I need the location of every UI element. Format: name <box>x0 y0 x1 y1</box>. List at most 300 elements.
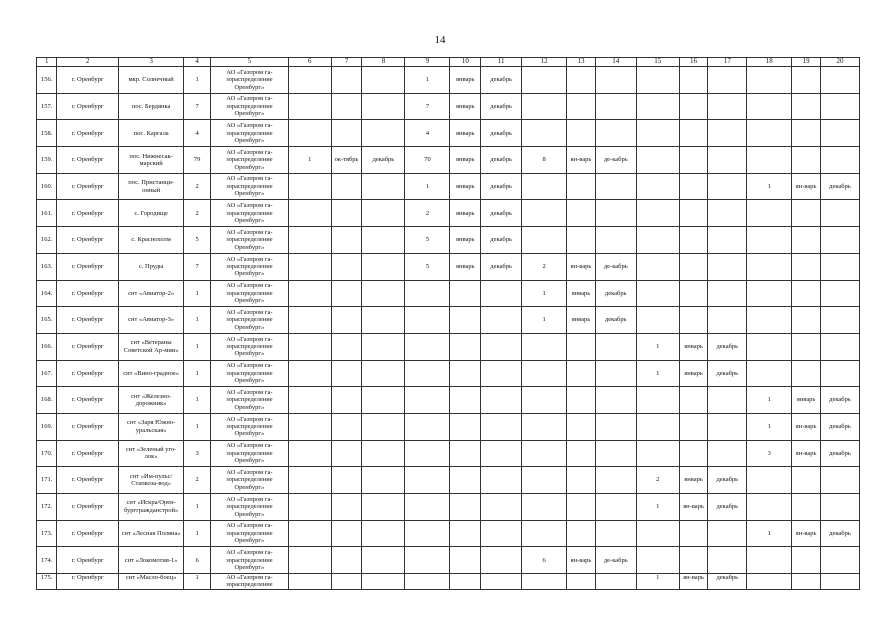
table-cell <box>747 307 792 334</box>
table-cell: 1 <box>184 574 211 590</box>
page-number: 14 <box>434 34 446 46</box>
table-cell <box>362 333 405 360</box>
table-cell <box>331 227 362 254</box>
table-cell <box>450 280 481 307</box>
table-cell <box>567 173 596 200</box>
table-cell <box>450 494 481 521</box>
table-cell: снт «Заря Южно-уральская» <box>118 413 184 440</box>
table-cell <box>288 173 331 200</box>
table-cell: декабрь <box>481 147 522 174</box>
table-cell: 1 <box>747 387 792 414</box>
table-cell <box>362 307 405 334</box>
table-cell <box>595 494 636 521</box>
table-cell <box>405 413 450 440</box>
table-cell <box>405 520 450 547</box>
table-cell: 2 <box>636 467 679 494</box>
table-cell <box>331 200 362 227</box>
table-cell: январь <box>792 387 821 414</box>
table-cell: декабрь <box>481 253 522 280</box>
table-cell <box>481 360 522 387</box>
table-cell <box>567 360 596 387</box>
table-cell: г. Оренбург <box>57 307 118 334</box>
table-cell: 7 <box>405 93 450 120</box>
column-header: 1 <box>37 58 57 67</box>
table-cell: снт «Авиатор-3» <box>118 307 184 334</box>
column-header: 5 <box>210 58 288 67</box>
table-cell: АО «Газпром га-зораспределение Оренбург» <box>210 200 288 227</box>
table-cell: 165. <box>37 307 57 334</box>
table-cell <box>595 387 636 414</box>
table-cell: январь <box>679 360 708 387</box>
table-cell <box>362 93 405 120</box>
table-cell <box>708 413 747 440</box>
table-cell <box>288 387 331 414</box>
table-cell <box>331 93 362 120</box>
table-cell: АО «Газпром га-зораспределение Оренбург» <box>210 147 288 174</box>
table-cell: 162. <box>37 227 57 254</box>
table-cell <box>362 360 405 387</box>
table-cell: ян-варь <box>792 520 821 547</box>
table-cell: АО «Газпром га-зораспределение Оренбург» <box>210 360 288 387</box>
table-row <box>37 413 860 440</box>
table-cell <box>288 307 331 334</box>
table-cell: 2 <box>405 200 450 227</box>
table-cell: 170. <box>37 440 57 467</box>
table-cell <box>362 413 405 440</box>
table-cell: 168. <box>37 387 57 414</box>
table-cell <box>522 574 567 590</box>
table-cell: 1 <box>747 173 792 200</box>
table-cell <box>679 387 708 414</box>
table-cell <box>636 227 679 254</box>
table-cell: декабрь <box>481 93 522 120</box>
table-cell <box>522 227 567 254</box>
table-cell: 164. <box>37 280 57 307</box>
table-cell <box>331 440 362 467</box>
table-cell: снт «Авиатор-2» <box>118 280 184 307</box>
table-cell <box>820 280 859 307</box>
table-cell: 1 <box>405 67 450 94</box>
table-cell: АО «Газпром га-зораспределение Оренбург» <box>210 93 288 120</box>
table-cell <box>820 93 859 120</box>
table-cell <box>636 547 679 574</box>
table-cell: снт «Зеленый уго-лок» <box>118 440 184 467</box>
table-cell <box>450 520 481 547</box>
table-cell <box>331 413 362 440</box>
table-cell: АО «Газпром га-зораспределение Оренбург» <box>210 333 288 360</box>
table-cell <box>792 147 821 174</box>
table-cell <box>288 494 331 521</box>
table-cell <box>792 360 821 387</box>
table-cell: г. Оренбург <box>57 147 118 174</box>
table-cell <box>747 120 792 147</box>
table-cell <box>362 440 405 467</box>
table-cell <box>708 280 747 307</box>
table-cell <box>679 200 708 227</box>
table-row <box>37 307 860 334</box>
table-cell <box>747 147 792 174</box>
table-cell: АО «Газпром га-зораспределение Оренбург» <box>210 467 288 494</box>
table-cell: АО «Газпром га-зораспределение Оренбург» <box>210 307 288 334</box>
table-cell: де-кабрь <box>595 253 636 280</box>
table-cell: январь <box>450 227 481 254</box>
table-cell <box>679 67 708 94</box>
table-cell <box>747 280 792 307</box>
table-cell: 5 <box>184 227 211 254</box>
table-cell: 1 <box>184 413 211 440</box>
table-cell <box>522 387 567 414</box>
column-header: 16 <box>679 58 708 67</box>
table-cell <box>331 360 362 387</box>
table-cell: 167. <box>37 360 57 387</box>
table-cell <box>747 200 792 227</box>
table-cell <box>792 120 821 147</box>
table-cell <box>679 520 708 547</box>
table-cell <box>567 333 596 360</box>
table-cell: 1 <box>522 280 567 307</box>
table-cell: пос. Пристанци-онный <box>118 173 184 200</box>
table-cell: ян-варь <box>567 253 596 280</box>
table-cell <box>362 574 405 590</box>
table-cell <box>481 494 522 521</box>
table-cell: снт «Вино-градное» <box>118 360 184 387</box>
table-cell <box>522 93 567 120</box>
table-cell: г. Оренбург <box>57 173 118 200</box>
table-cell <box>792 253 821 280</box>
table-cell: 2 <box>184 200 211 227</box>
table-cell: декабрь <box>481 67 522 94</box>
table-cell: 160. <box>37 173 57 200</box>
table-cell <box>481 333 522 360</box>
column-header: 17 <box>708 58 747 67</box>
table-cell: декабрь <box>481 227 522 254</box>
table-cell <box>595 333 636 360</box>
table-cell <box>567 440 596 467</box>
table-cell: г. Оренбург <box>57 494 118 521</box>
table-cell <box>595 440 636 467</box>
table-cell <box>362 200 405 227</box>
table-cell <box>792 547 821 574</box>
table-cell <box>362 280 405 307</box>
table-cell: декабрь <box>820 413 859 440</box>
table-cell: январь <box>450 173 481 200</box>
table-cell <box>288 93 331 120</box>
table-row <box>37 360 860 387</box>
table-cell: с. Городище <box>118 200 184 227</box>
table-cell <box>362 67 405 94</box>
table-cell: январь <box>567 280 596 307</box>
table-cell <box>595 173 636 200</box>
table-cell: де-кабрь <box>595 547 636 574</box>
table-cell <box>820 333 859 360</box>
table-cell <box>792 467 821 494</box>
column-header: 11 <box>481 58 522 67</box>
table-cell <box>288 333 331 360</box>
table-cell <box>820 200 859 227</box>
table-cell <box>331 494 362 521</box>
table-cell <box>747 253 792 280</box>
table-cell: АО «Газпром га-зораспределение Оренбург» <box>210 387 288 414</box>
table-cell <box>331 467 362 494</box>
table-cell <box>288 413 331 440</box>
table-cell <box>792 307 821 334</box>
table-cell <box>747 333 792 360</box>
table-row <box>37 467 860 494</box>
table-cell <box>595 227 636 254</box>
column-header: 18 <box>747 58 792 67</box>
table-cell: г. Оренбург <box>57 520 118 547</box>
table-cell <box>481 387 522 414</box>
table-cell <box>595 360 636 387</box>
table-cell <box>331 387 362 414</box>
table-cell: 7 <box>184 253 211 280</box>
table-cell: г. Оренбург <box>57 280 118 307</box>
table-cell <box>450 547 481 574</box>
table-cell <box>679 173 708 200</box>
table-cell: декабрь <box>820 173 859 200</box>
table-cell <box>679 413 708 440</box>
table-cell <box>747 67 792 94</box>
table-cell: снт «Железно-дорожник» <box>118 387 184 414</box>
table-cell <box>362 494 405 521</box>
table-row <box>37 574 860 590</box>
table-body <box>37 67 860 590</box>
table-cell: ок-тябрь <box>331 147 362 174</box>
column-header: 19 <box>792 58 821 67</box>
table-cell: ян-варь <box>792 413 821 440</box>
table-cell: ян-варь <box>567 147 596 174</box>
table-row <box>37 333 860 360</box>
table-row <box>37 200 860 227</box>
table-cell <box>679 93 708 120</box>
table-cell <box>708 520 747 547</box>
table-cell: 70 <box>405 147 450 174</box>
table-cell <box>792 93 821 120</box>
table-cell: 3 <box>747 440 792 467</box>
table-cell <box>679 440 708 467</box>
table-cell <box>362 253 405 280</box>
table-cell <box>331 120 362 147</box>
table-cell: декабрь <box>820 440 859 467</box>
table-cell: 156. <box>37 67 57 94</box>
table-cell <box>636 387 679 414</box>
table-cell <box>567 494 596 521</box>
table-cell <box>567 467 596 494</box>
table-cell <box>405 467 450 494</box>
table-cell <box>679 227 708 254</box>
table-cell <box>481 280 522 307</box>
table-cell <box>288 520 331 547</box>
table-cell: ян-варь <box>567 547 596 574</box>
header-row <box>37 58 860 67</box>
table-cell: январь <box>567 307 596 334</box>
table-cell <box>820 494 859 521</box>
table-cell <box>567 67 596 94</box>
table-cell <box>595 67 636 94</box>
table-cell: ян-варь <box>792 173 821 200</box>
table-cell: 171. <box>37 467 57 494</box>
table-cell <box>679 547 708 574</box>
table-cell: 5 <box>405 253 450 280</box>
table-cell <box>820 227 859 254</box>
table-cell <box>792 227 821 254</box>
table-cell <box>747 227 792 254</box>
table-cell <box>405 440 450 467</box>
table-cell <box>636 200 679 227</box>
table-cell <box>331 173 362 200</box>
table-cell <box>481 413 522 440</box>
table-cell: пос. Каргала <box>118 120 184 147</box>
table-cell <box>288 253 331 280</box>
table-cell <box>636 520 679 547</box>
table-cell: 169. <box>37 413 57 440</box>
table-row <box>37 494 860 521</box>
table-cell: декабрь <box>820 387 859 414</box>
column-header: 2 <box>57 58 118 67</box>
table-cell <box>450 467 481 494</box>
table-cell: г. Оренбург <box>57 200 118 227</box>
table-cell <box>288 574 331 590</box>
column-header: 7 <box>331 58 362 67</box>
table-cell: 1 <box>636 360 679 387</box>
table-cell <box>636 280 679 307</box>
table-cell <box>708 387 747 414</box>
table-cell <box>708 440 747 467</box>
table-cell <box>595 467 636 494</box>
table-cell: 175. <box>37 574 57 590</box>
table-cell: 157. <box>37 93 57 120</box>
table-cell <box>820 67 859 94</box>
table-cell <box>288 120 331 147</box>
table-row <box>37 227 860 254</box>
table-cell <box>567 574 596 590</box>
table-cell <box>288 200 331 227</box>
table-cell: АО «Газпром га-зораспределение Оренбург» <box>210 253 288 280</box>
table-cell: г. Оренбург <box>57 387 118 414</box>
table-cell: 163. <box>37 253 57 280</box>
table-cell <box>405 333 450 360</box>
table-cell: 161. <box>37 200 57 227</box>
table-cell <box>362 387 405 414</box>
table-cell <box>450 440 481 467</box>
table-cell <box>331 574 362 590</box>
table-cell: 3 <box>184 440 211 467</box>
table-cell: г. Оренбург <box>57 440 118 467</box>
column-header: 12 <box>522 58 567 67</box>
table-cell <box>679 280 708 307</box>
table-cell <box>636 93 679 120</box>
table-cell <box>331 280 362 307</box>
table-cell: январь <box>450 200 481 227</box>
table-cell <box>405 360 450 387</box>
table-cell <box>481 467 522 494</box>
table-cell: 1 <box>747 413 792 440</box>
table-cell <box>567 520 596 547</box>
table-cell: 173. <box>37 520 57 547</box>
table-cell: АО «Газпром га-зораспределение Оренбург» <box>210 520 288 547</box>
table-cell: 4 <box>184 120 211 147</box>
table-cell: АО «Газпром га-зораспределение Оренбург» <box>210 173 288 200</box>
table-cell <box>481 307 522 334</box>
table-cell <box>331 333 362 360</box>
table-cell <box>708 307 747 334</box>
table-cell <box>708 200 747 227</box>
table-cell <box>522 67 567 94</box>
table-cell <box>450 574 481 590</box>
table-cell <box>405 280 450 307</box>
table-row <box>37 93 860 120</box>
column-header: 20 <box>820 58 859 67</box>
table-cell: 1 <box>184 280 211 307</box>
table-cell <box>522 120 567 147</box>
table-cell: АО «Газпром га-зораспределение Оренбург» <box>210 227 288 254</box>
table-cell: АО «Газпром га-зораспределение Оренбург» <box>210 440 288 467</box>
table-cell: с. Краснохолм <box>118 227 184 254</box>
table-cell <box>288 227 331 254</box>
table-cell <box>567 387 596 414</box>
table-cell <box>481 440 522 467</box>
table-cell <box>747 93 792 120</box>
table-cell: 6 <box>184 547 211 574</box>
table-cell: 1 <box>636 574 679 590</box>
table-cell <box>567 120 596 147</box>
table-cell: ян-варь <box>792 440 821 467</box>
table-cell <box>450 307 481 334</box>
column-header: 8 <box>362 58 405 67</box>
table-cell: АО «Газпром га-зораспределение Оренбург» <box>210 547 288 574</box>
table-cell <box>820 307 859 334</box>
table-cell <box>362 520 405 547</box>
table-cell <box>522 520 567 547</box>
table-cell: снт «Ветераны Советской Ар-мии» <box>118 333 184 360</box>
table-cell <box>481 520 522 547</box>
table-cell <box>792 280 821 307</box>
table-cell: январь <box>679 333 708 360</box>
table-cell <box>405 547 450 574</box>
table-cell <box>481 574 522 590</box>
table-cell <box>747 494 792 521</box>
table-cell: АО «Газпром га-зораспределение Оренбург» <box>210 494 288 521</box>
table-cell <box>522 494 567 521</box>
table-cell <box>567 200 596 227</box>
table-cell <box>820 147 859 174</box>
table-row <box>37 253 860 280</box>
table-cell <box>288 280 331 307</box>
table-row <box>37 120 860 147</box>
table-cell: 1 <box>184 360 211 387</box>
table-cell: г. Оренбург <box>57 413 118 440</box>
table-cell: 5 <box>405 227 450 254</box>
table-cell <box>567 413 596 440</box>
table-cell: 158. <box>37 120 57 147</box>
table-cell <box>405 307 450 334</box>
table-cell: 2 <box>184 173 211 200</box>
table-cell: 172. <box>37 494 57 521</box>
table-cell: 79 <box>184 147 211 174</box>
column-header: 14 <box>595 58 636 67</box>
table-cell: г. Оренбург <box>57 547 118 574</box>
table-cell <box>708 93 747 120</box>
table-cell <box>679 120 708 147</box>
table-cell: ян-варь <box>679 494 708 521</box>
table-cell <box>362 547 405 574</box>
table-row <box>37 387 860 414</box>
table-cell <box>636 173 679 200</box>
table-cell <box>708 253 747 280</box>
table-cell: январь <box>450 67 481 94</box>
table-cell <box>820 253 859 280</box>
table-cell: январь <box>450 120 481 147</box>
